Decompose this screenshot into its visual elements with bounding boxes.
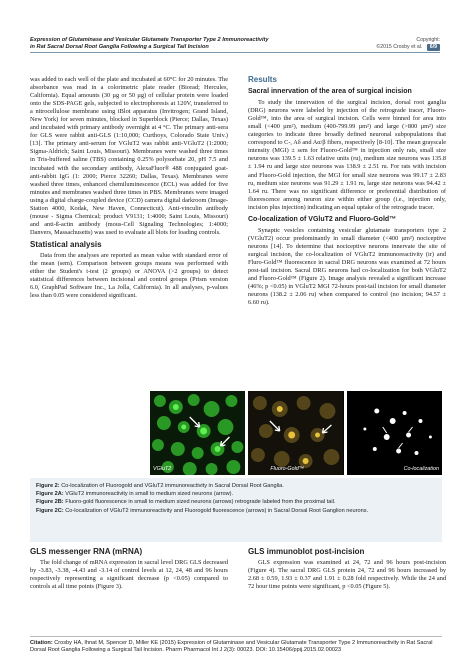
copyright-line: [376, 44, 440, 51]
caption-line-fig2c: [36, 507, 436, 515]
left-column: [30, 76, 228, 302]
stats-heading: Statistical analysis: [30, 239, 102, 249]
caption-line-fig2a: [36, 490, 436, 498]
citation-label: Citation:: [30, 640, 53, 646]
caption-text-fig2a: VGluT2 immunoreactivity in small to medium sized neurons (arrow).: [65, 491, 234, 498]
coloc-heading: Co-localization of VGluT2 and Fluoro-Gold™: [248, 215, 397, 223]
gls-immunoblot-section: [248, 548, 446, 591]
caption-key-fig2: Figure 2:: [36, 483, 60, 489]
caption-key-fig2a: Figure 2A:: [36, 491, 64, 498]
figure-2c-image: [347, 391, 442, 475]
gls-mrna-section: [30, 548, 228, 591]
copyright-block: [376, 37, 440, 51]
running-title: [30, 37, 350, 51]
figure-2-caption: [30, 478, 442, 542]
running-title-line2: in Rat Sacral Dorsal Root Ganglia Following a Surgical Tail Incision: [30, 44, 209, 50]
figure-2c-panel: [347, 391, 442, 475]
figure-2a-panel: [150, 391, 245, 475]
copyright-label: Copyright:: [416, 37, 440, 43]
figure-2a-label: VGluT2: [153, 466, 172, 472]
caption-key-fig2c: Figure 2C:: [36, 507, 64, 514]
figure-2-panels: [150, 391, 442, 475]
results-heading: Results: [248, 75, 277, 84]
page-header: [0, 0, 474, 52]
page-number-badge: 6/9: [427, 44, 440, 51]
figure-2b-panel: [248, 391, 343, 475]
gls-immunoblot-paragraph: GLS expression was examined at 24, 72 and 96 hours post-incision (Figure 4). The sacral DRG GLS protein 24, 72 and 96 hours increased by 2.68 ± 0.59, 1.93 ± 0.37 and 1.91 ± 0.28 fold respectively. While the 24 and 72 hour time points were significant, p <0.05 (Figure 5).: [248, 559, 446, 591]
gls-immunoblot-heading: GLS immunoblot post-incision: [248, 547, 365, 556]
footer-divider: [30, 636, 442, 637]
gls-mrna-paragraph: The fold change of mRNA expression in sacral level DRG GLS decreased by -3.83, -3.38, -4.43 and -3.14 of control levels at 12, 24, 48 and 96 hours respectively representing a significant decrease (p <0.05) compared to controls at all time points (Figure 3).: [30, 559, 228, 591]
right-column: [248, 76, 446, 309]
citation-footer: [30, 640, 442, 655]
figure-2b-label: Fluoro-Gold™: [270, 466, 305, 472]
figure-2a-image: [150, 391, 245, 475]
figure-2b-image: [248, 391, 343, 475]
gls-mrna-heading: GLS messenger RNA (mRNA): [30, 547, 143, 556]
caption-text-fig2b: Fluoro-gold fluorescence in small to medium sized neurons (arrows) retrograde labeled from the proximal tail.: [65, 499, 336, 506]
citation-text: Crosby HA, Ihnat M, Spencer D, Miller KE (2015) Expression of Glutaminase and Vesicular Glutamate Transporter Type 2 Immunoreactivity in Rat Sacral Dorsal Root Ganglia Following a Surgical Tail Incision. Pharm Pharmacol Int J 2(3): 00023. DOI: 10.15406/ppij.2015.02.00023: [30, 640, 433, 654]
sacral-paragraph: To study the innervation of the surgical incision, dorsal root ganglia (DRG) neurons were labeled by injection of the retrograde tracer, Fluoro-Gold™, into the area of surgical incision. Cells were binned for area into small (<400 µm²), medium (400-799.99 µm²) and large (>800 µm²) size categories to indicate three broadly defined neuronal subpopulations that correspond to C-, Aδ and Aα/β fibers, respectively [8-10]. The mean grayscale intensity (MGI) ± sem for Fluoro-Gold™ in injection only rats, small size neurons was 139.5 ± 1.63 relative units (ru), medium size neurons was 135.8 ± 1.94 ru and large size neurons was 138.9 ± 2.51 ru. For rats with incision and Fluoro-Gold injection, the MGI for small size neurons was 99.17 ± 2.83 ru, medium size neurons was 91.29 ± 1.91 ru, large size neurons was 94.42 ± 1.64 ru. There was no significant difference or preferential distribution of fluorescence among neuron size within either group (i.e., injection only, incision plus injection) indicating an equal uptake of the retrograde tracer.: [248, 99, 446, 211]
caption-line-fig2: [36, 482, 436, 490]
figure-2c-label: Co-localization: [403, 466, 439, 472]
sacral-heading: Sacral innervation of the area of surgical incision: [248, 88, 412, 96]
header-divider: [30, 52, 440, 53]
coloc-paragraph: Synaptic vesicles containing vesicular glutamate transporters type 2 (VGluT2) occur predominantly in small diameter (<400 µm²) nociceptive neurons [14]. To determine that nociceptive neurons innervate the site of surgical incision, the co-localization of VGluT2 immunoreactivity (ir) and Fluro-Gold™ fluorescence in sacral DRG neurons was examined at 72 hours post-tail incision. Sacral DRG neurons had co-localization for both VGluT2 and Fluoro-Gold™ (Figure 2). Image analysis revealed a significant increase (46%; p <0.05) in VGluT2 MGI 72-hours post-tail incision for small diameter neurons (138.2 ± 2.06 ru) when compared to control (no incision; 94.57 ± 6.60 ru).: [248, 226, 446, 307]
running-title-line1: Expression of Glutaminase and Vesicular Glutamate Transporter Type 2 Immunoreactivity: [30, 37, 269, 43]
methods-paragraph: was added to each well of the plate and incubated at 60°C for 20 minutes. The absorbance was read in a colorimetric plate reader (Biorad; Hercules, California). Equal amounts (30 µg or 50 µg) of cellular protein were loaded onto the SDS-PAGE gels, subjected to electrophoresis at 120V, transferred to a nitrocellulose membrane using iBlot apparatus (Invitrogen; Grand Island, New York) for seven minutes, blocked in Superblock (Pierce; Dallas, Texas) and incubated with primary antibody overnight at 4 °C. The primary anti-sera for GLS were rabbit anti-GLS (1:10,000; Curthoys, Colorado State Univ.) [13]. The primary anti-serum for VGluT2 was rabbit anti-VGluT2 (1:2000; Sigma-Aldrich; Saint Louis, Missouri). Membranes were washed three times in Tris-buffered saline (TBS) containing 0.25% polysorbate 20, pH 7.5 and incubated with the secondary antibody, AlexaFluor® 488 conjugated goat-anti-rabbit IgG (1: 2000; Pierce 32260; Dallas, Texas). Membranes were washed three times, enhanced chemiluminescence (ECL) was added for five minutes and membranes washed three times in PBS. Membranes were imaged using a digital charge-coupled device (CCD) camera digital darkroom (Image-Station 4000, Kodak, New Haven, Connecticut). Anti-vinculin antibody (mouse - Sigma Chemical; product V9131; 1:4000; Saint Louis, Missouri) and anti-ß-actin antibody (mous-Cell Signaling Technologies; 1:4000; Danvers, Massachusetts) was used to evaluate all blots for loading controls.: [30, 76, 228, 236]
caption-text-fig2c: Co-localization of VGluT2 immunoreactivity and Fluorogold fluorescence (arrows) in Sacral Dorsal Root Ganglion neurons.: [65, 507, 369, 514]
caption-text-fig2: Co-localization of Fluorogold and VGluT2 immunoreactivity in Sacral Dorsal Root Ganglia.: [61, 483, 284, 489]
copyright-text: ©2015 Crosby et al.: [376, 44, 423, 50]
caption-key-fig2b: Figure 2B:: [36, 499, 64, 506]
stats-paragraph: Data from the analyses are reported as mean value with standard error of the mean (sem). Comparison between groups means was performed with either the Student's t-test (2 groups) or ANOVA (>2 groups) to detect statistical differences between incisional and control groups (Prism version 6.0, GraphPad Software Inc., La Jolla, California). In all analyses, p-values less than 0.05 were considered significant.: [30, 251, 228, 300]
caption-line-fig2b: [36, 498, 436, 506]
